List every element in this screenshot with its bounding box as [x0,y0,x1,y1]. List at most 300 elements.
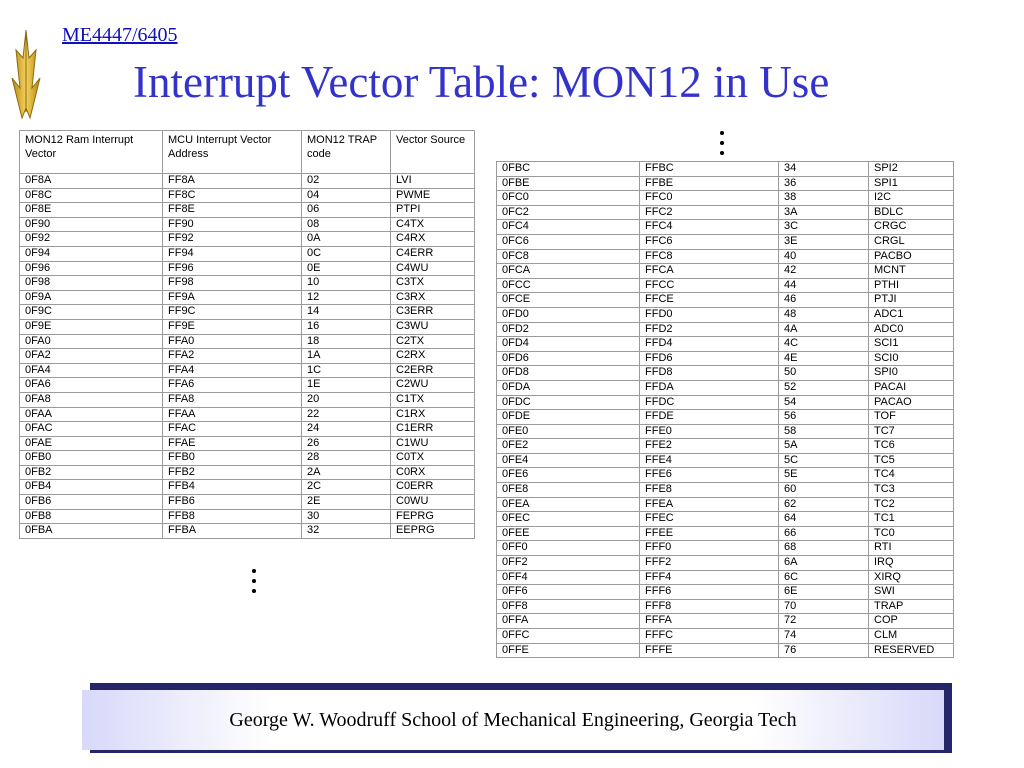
trap-code-cell: 0E [302,261,391,276]
header-ram-vector: MON12 Ram Interrupt Vector [20,131,163,174]
table-row [497,278,954,293]
mcu-address-cell: FFA4 [163,363,302,378]
mcu-address-cell: FFA8 [163,392,302,407]
table-row [20,509,475,524]
ram-vector-cell: 0F92 [20,232,163,247]
vector-source-cell: C4ERR [391,246,475,261]
ram-vector-cell: 0FA2 [20,349,163,364]
vector-source-cell: C3ERR [391,305,475,320]
mcu-address-cell: FFA6 [163,378,302,393]
mcu-address-cell: FFDA [640,380,779,395]
vector-source-cell: PACAO [869,395,954,410]
table-row [497,191,954,206]
footer-banner [82,690,944,750]
course-code: ME4447/6405 [62,24,178,46]
table-row [497,512,954,527]
vector-source-cell: TC1 [869,512,954,527]
trap-code-cell: 0A [302,232,391,247]
vector-source-cell: C3TX [391,276,475,291]
trap-code-cell: 06 [302,203,391,218]
ram-vector-cell: 0F8A [20,174,163,189]
vector-source-cell: TC3 [869,483,954,498]
ram-vector-cell: 0FB4 [20,480,163,495]
ram-vector-cell: 0FCE [497,293,640,308]
trap-code-cell: 72 [779,614,869,629]
trap-code-cell: 40 [779,249,869,264]
trap-code-cell: 64 [779,512,869,527]
table-row [20,334,475,349]
vector-source-cell: CLM [869,629,954,644]
ram-vector-cell: 0FDC [497,395,640,410]
table-row [497,395,954,410]
mcu-address-cell: FFAE [163,436,302,451]
vector-source-cell: C2TX [391,334,475,349]
vector-source-cell: C1ERR [391,422,475,437]
trap-code-cell: 2E [302,495,391,510]
ram-vector-cell: 0F94 [20,246,163,261]
table-row [497,293,954,308]
ram-vector-cell: 0F9C [20,305,163,320]
trap-code-cell: 14 [302,305,391,320]
ram-vector-cell: 0FF8 [497,599,640,614]
vector-source-cell: SCI0 [869,351,954,366]
ram-vector-cell: 0F98 [20,276,163,291]
table-row [20,276,475,291]
vector-source-cell: C0WU [391,495,475,510]
trap-code-cell: 50 [779,366,869,381]
vertical-ellipsis-icon [250,569,258,599]
ram-vector-cell: 0FC4 [497,220,640,235]
table-row [20,261,475,276]
table-row [20,319,475,334]
table-row [20,422,475,437]
mcu-address-cell: FFF8 [640,599,779,614]
ram-vector-cell: 0FDE [497,410,640,425]
vector-source-cell: C2ERR [391,363,475,378]
mcu-address-cell: FFDE [640,410,779,425]
table-row [20,378,475,393]
vector-source-cell: PTHI [869,278,954,293]
ram-vector-cell: 0FA4 [20,363,163,378]
mcu-address-cell: FFBC [640,162,779,177]
vector-source-cell: C3RX [391,290,475,305]
table-row [497,205,954,220]
ram-vector-cell: 0FC8 [497,249,640,264]
trap-code-cell: 28 [302,451,391,466]
mcu-address-cell: FFCC [640,278,779,293]
ram-vector-cell: 0FE2 [497,439,640,454]
trap-code-cell: 66 [779,526,869,541]
trap-code-cell: 44 [779,278,869,293]
vector-source-cell: ADC1 [869,307,954,322]
table-row [497,176,954,191]
mcu-address-cell: FFB4 [163,480,302,495]
mcu-address-cell: FFCE [640,293,779,308]
ram-vector-cell: 0FBE [497,176,640,191]
vector-source-cell: TC5 [869,453,954,468]
mcu-address-cell: FF8C [163,188,302,203]
trap-code-cell: 3C [779,220,869,235]
trap-code-cell: 6C [779,570,869,585]
table-row [20,232,475,247]
vector-source-cell: C0ERR [391,480,475,495]
mcu-address-cell: FFC6 [640,234,779,249]
trap-code-cell: 08 [302,217,391,232]
vector-source-cell: C1TX [391,392,475,407]
table-row [20,246,475,261]
table-row [497,483,954,498]
ram-vector-cell: 0FD4 [497,337,640,352]
trap-code-cell: 4E [779,351,869,366]
ram-vector-cell: 0FFA [497,614,640,629]
table-header-row [20,131,475,174]
mcu-address-cell: FFFE [640,643,779,658]
table-row [20,436,475,451]
mcu-address-cell: FF98 [163,276,302,291]
table-row [20,480,475,495]
trap-code-cell: 10 [302,276,391,291]
table-row [497,570,954,585]
ram-vector-cell: 0F8C [20,188,163,203]
vector-source-cell: SWI [869,585,954,600]
trap-code-cell: 38 [779,191,869,206]
table-row [20,363,475,378]
mcu-address-cell: FFE0 [640,424,779,439]
vector-source-cell: PTPI [391,203,475,218]
ram-vector-cell: 0FD8 [497,366,640,381]
ram-vector-cell: 0FD0 [497,307,640,322]
vector-source-cell: TRAP [869,599,954,614]
table-row [497,643,954,658]
ram-vector-cell: 0F9E [20,319,163,334]
table-row [497,322,954,337]
table-row [497,162,954,177]
trap-code-cell: 74 [779,629,869,644]
trap-code-cell: 24 [302,422,391,437]
ram-vector-cell: 0FE6 [497,468,640,483]
table-row [497,614,954,629]
ram-vector-cell: 0FF4 [497,570,640,585]
table-row [497,468,954,483]
ram-vector-cell: 0FA0 [20,334,163,349]
ram-vector-cell: 0FCC [497,278,640,293]
mcu-address-cell: FFC0 [640,191,779,206]
trap-code-cell: 4C [779,337,869,352]
trap-code-cell: 2C [302,480,391,495]
vector-source-cell: LVI [391,174,475,189]
ram-vector-cell: 0FF6 [497,585,640,600]
table-row [20,174,475,189]
mcu-address-cell: FFFC [640,629,779,644]
trap-code-cell: 3A [779,205,869,220]
mcu-address-cell: FFE6 [640,468,779,483]
mcu-address-cell: FFD6 [640,351,779,366]
trap-code-cell: 3E [779,234,869,249]
vector-source-cell: TC6 [869,439,954,454]
vector-source-cell: SPI1 [869,176,954,191]
vector-source-cell: C4RX [391,232,475,247]
header-trap-code: MON12 TRAP code [302,131,391,174]
trap-code-cell: 20 [302,392,391,407]
ram-vector-cell: 0FC0 [497,191,640,206]
table-row [497,220,954,235]
trap-code-cell: 6E [779,585,869,600]
mcu-address-cell: FF96 [163,261,302,276]
vector-source-cell: PWME [391,188,475,203]
trap-code-cell: 1A [302,349,391,364]
ram-vector-cell: 0FAC [20,422,163,437]
vector-source-cell: SCI1 [869,337,954,352]
table-row [497,351,954,366]
right-vector-table [496,161,954,658]
trap-code-cell: 5C [779,453,869,468]
ram-vector-cell: 0FDA [497,380,640,395]
vector-source-cell: TOF [869,410,954,425]
table-row [497,629,954,644]
ram-vector-cell: 0FEE [497,526,640,541]
vector-source-cell: TC4 [869,468,954,483]
ram-vector-cell: 0FF0 [497,541,640,556]
mcu-address-cell: FFB2 [163,465,302,480]
ram-vector-cell: 0FEC [497,512,640,527]
ram-vector-cell: 0FB0 [20,451,163,466]
vector-source-cell: IRQ [869,556,954,571]
ram-vector-cell: 0FE8 [497,483,640,498]
table-row [20,465,475,480]
ram-vector-cell: 0FBA [20,524,163,539]
table-row [497,249,954,264]
footer-text: George W. Woodruff School of Mechanical Engineering, Georgia Tech [229,708,797,731]
mcu-address-cell: FFC2 [640,205,779,220]
ram-vector-cell: 0FF2 [497,556,640,571]
ram-vector-cell: 0FA8 [20,392,163,407]
mcu-address-cell: FF8E [163,203,302,218]
table-row [497,366,954,381]
header-vector-source: Vector Source [391,131,475,174]
vector-source-cell: C1WU [391,436,475,451]
ram-vector-cell: 0FB6 [20,495,163,510]
vector-source-cell: ADC0 [869,322,954,337]
vector-source-cell: C0TX [391,451,475,466]
mcu-address-cell: FFEE [640,526,779,541]
ram-vector-cell: 0FEA [497,497,640,512]
mcu-address-cell: FFFA [640,614,779,629]
mcu-address-cell: FFF0 [640,541,779,556]
table-row [20,290,475,305]
vector-source-cell: BDLC [869,205,954,220]
vector-source-cell: RESERVED [869,643,954,658]
ram-vector-cell: 0FC6 [497,234,640,249]
vector-source-cell: COP [869,614,954,629]
table-row [20,188,475,203]
table-row [497,497,954,512]
trap-code-cell: 30 [302,509,391,524]
trap-code-cell: 5E [779,468,869,483]
ram-vector-cell: 0FC2 [497,205,640,220]
trap-code-cell: 0C [302,246,391,261]
vector-source-cell: C4WU [391,261,475,276]
vector-source-cell: C1RX [391,407,475,422]
table-row [497,424,954,439]
vector-source-cell: C4TX [391,217,475,232]
mcu-address-cell: FFA0 [163,334,302,349]
ram-vector-cell: 0F9A [20,290,163,305]
table-row [497,585,954,600]
mcu-address-cell: FFB0 [163,451,302,466]
ram-vector-cell: 0F96 [20,261,163,276]
trap-code-cell: 34 [779,162,869,177]
trap-code-cell: 6A [779,556,869,571]
table-row [497,307,954,322]
mcu-address-cell: FFB6 [163,495,302,510]
ram-vector-cell: 0F90 [20,217,163,232]
table-row [20,451,475,466]
table-row [497,556,954,571]
table-row [20,407,475,422]
table-row [497,380,954,395]
trap-code-cell: 58 [779,424,869,439]
mcu-address-cell: FFDC [640,395,779,410]
mcu-address-cell: FF90 [163,217,302,232]
mcu-address-cell: FFE4 [640,453,779,468]
table-row [497,541,954,556]
table-row [497,599,954,614]
ram-vector-cell: 0FB8 [20,509,163,524]
trap-code-cell: 22 [302,407,391,422]
trap-code-cell: 04 [302,188,391,203]
vertical-ellipsis-icon [718,131,726,161]
trap-code-cell: 54 [779,395,869,410]
trap-code-cell: 68 [779,541,869,556]
table-row [497,526,954,541]
ram-vector-cell: 0FD6 [497,351,640,366]
ram-vector-cell: 0FAE [20,436,163,451]
mcu-address-cell: FF9A [163,290,302,305]
mcu-address-cell: FFAC [163,422,302,437]
ram-vector-cell: 0FFC [497,629,640,644]
trap-code-cell: 56 [779,410,869,425]
vector-source-cell: RTI [869,541,954,556]
mcu-address-cell: FFD0 [640,307,779,322]
table-row [20,495,475,510]
table-row [20,203,475,218]
vector-source-cell: EEPRG [391,524,475,539]
vector-source-cell: PTJI [869,293,954,308]
mcu-address-cell: FF92 [163,232,302,247]
mcu-address-cell: FFE8 [640,483,779,498]
ram-vector-cell: 0FFE [497,643,640,658]
trap-code-cell: 46 [779,293,869,308]
trap-code-cell: 76 [779,643,869,658]
trap-code-cell: 60 [779,483,869,498]
mcu-address-cell: FFB8 [163,509,302,524]
trap-code-cell: 5A [779,439,869,454]
trap-code-cell: 36 [779,176,869,191]
vector-source-cell: MCNT [869,264,954,279]
mcu-address-cell: FF94 [163,246,302,261]
vector-source-cell: C0RX [391,465,475,480]
ram-vector-cell: 0FCA [497,264,640,279]
trap-code-cell: 52 [779,380,869,395]
trap-code-cell: 02 [302,174,391,189]
table-row [497,264,954,279]
vector-source-cell: SPI2 [869,162,954,177]
table-row [497,410,954,425]
vector-source-cell: FEPRG [391,509,475,524]
table-row [497,439,954,454]
trap-code-cell: 1E [302,378,391,393]
mcu-address-cell: FFEA [640,497,779,512]
table-row [20,349,475,364]
mcu-address-cell: FFBE [640,176,779,191]
trap-code-cell: 26 [302,436,391,451]
trap-code-cell: 42 [779,264,869,279]
table-row [20,217,475,232]
vector-source-cell: CRGC [869,220,954,235]
mcu-address-cell: FFA2 [163,349,302,364]
trap-code-cell: 48 [779,307,869,322]
georgia-tech-logo-icon [10,28,42,120]
mcu-address-cell: FF8A [163,174,302,189]
table-row [497,337,954,352]
trap-code-cell: 1C [302,363,391,378]
mcu-address-cell: FFF4 [640,570,779,585]
vector-source-cell: C2WU [391,378,475,393]
trap-code-cell: 32 [302,524,391,539]
trap-code-cell: 2A [302,465,391,480]
ram-vector-cell: 0FE4 [497,453,640,468]
mcu-address-cell: FFD2 [640,322,779,337]
ram-vector-cell: 0FD2 [497,322,640,337]
ram-vector-cell: 0FA6 [20,378,163,393]
mcu-address-cell: FFF6 [640,585,779,600]
mcu-address-cell: FFAA [163,407,302,422]
mcu-address-cell: FFF2 [640,556,779,571]
left-vector-table [19,130,475,539]
mcu-address-cell: FF9C [163,305,302,320]
mcu-address-cell: FFBA [163,524,302,539]
vector-source-cell: I2C [869,191,954,206]
table-row [497,453,954,468]
table-row [20,392,475,407]
trap-code-cell: 12 [302,290,391,305]
trap-code-cell: 4A [779,322,869,337]
table-row [20,524,475,539]
trap-code-cell: 18 [302,334,391,349]
table-row [497,234,954,249]
header-mcu-address: MCU Interrupt Vector Address [163,131,302,174]
mcu-address-cell: FFE2 [640,439,779,454]
slide-title: Interrupt Vector Table: MON12 in Use [133,57,830,107]
ram-vector-cell: 0FBC [497,162,640,177]
trap-code-cell: 62 [779,497,869,512]
mcu-address-cell: FFD4 [640,337,779,352]
trap-code-cell: 16 [302,319,391,334]
mcu-address-cell: FFC8 [640,249,779,264]
vector-source-cell: C2RX [391,349,475,364]
mcu-address-cell: FFC4 [640,220,779,235]
trap-code-cell: 70 [779,599,869,614]
table-row [20,305,475,320]
vector-source-cell: PACBO [869,249,954,264]
mcu-address-cell: FFD8 [640,366,779,381]
ram-vector-cell: 0F8E [20,203,163,218]
vector-source-cell: PACAI [869,380,954,395]
mcu-address-cell: FF9E [163,319,302,334]
mcu-address-cell: FFEC [640,512,779,527]
ram-vector-cell: 0FB2 [20,465,163,480]
vector-source-cell: XIRQ [869,570,954,585]
